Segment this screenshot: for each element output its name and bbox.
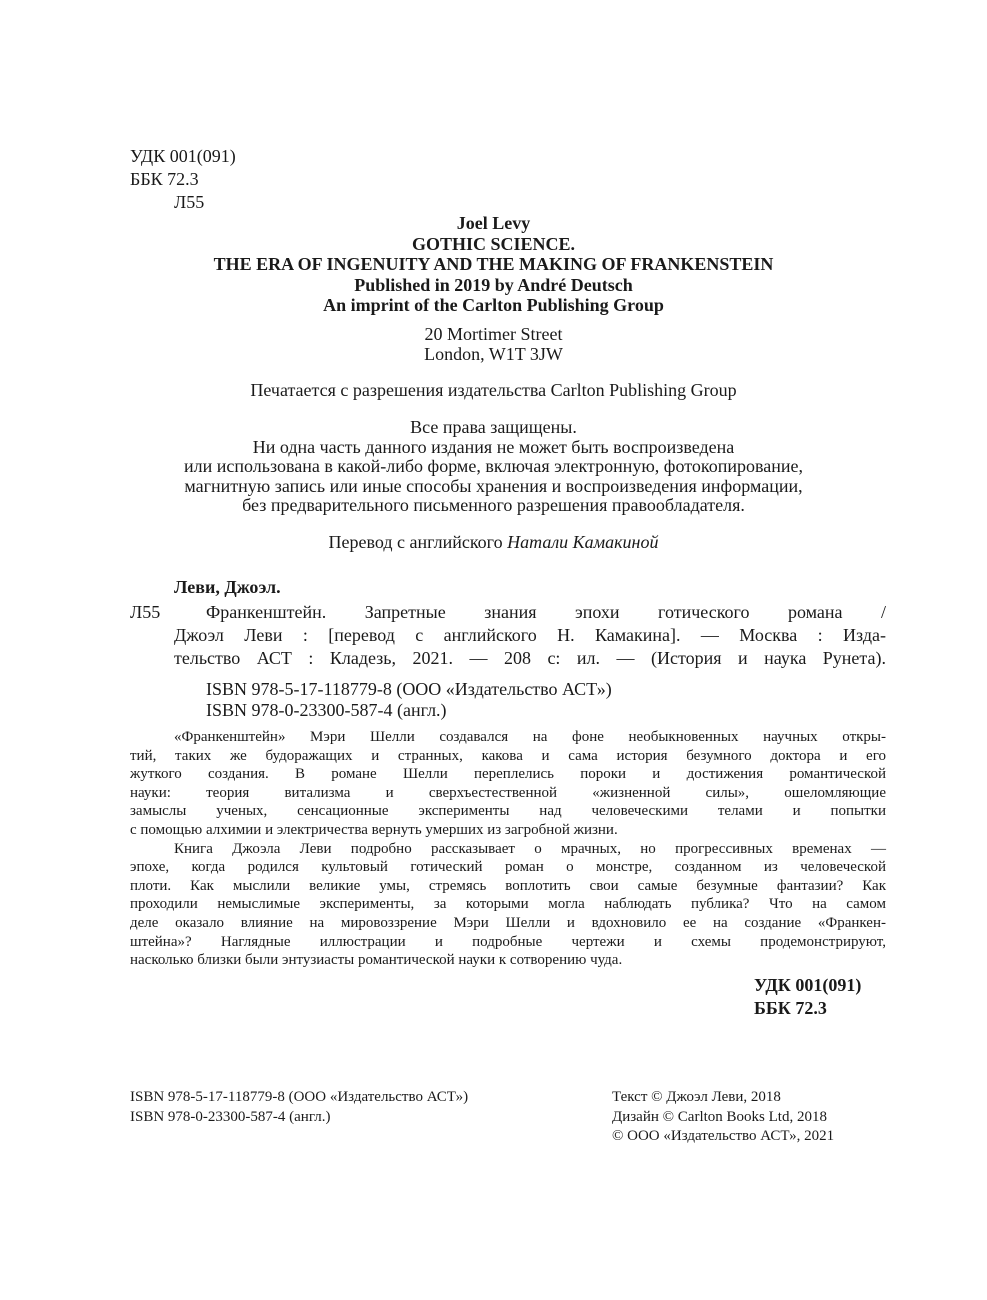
author-mark-top: Л55 bbox=[174, 192, 205, 212]
rights-line: без предварительного письменного разрешения правообладателя. bbox=[242, 495, 745, 515]
copyright-line: Текст © Джоэл Леви, 2018 bbox=[612, 1089, 781, 1105]
original-title: GOTHIC SCIENCE. bbox=[411, 233, 576, 254]
footer-isbn bbox=[130, 1088, 468, 1127]
catalog-isbn bbox=[206, 679, 612, 721]
translator-name: Натали Камакиной bbox=[507, 532, 659, 552]
catalog-entry-line: тельство АСТ : Кладезь, 2021. — 208 с: ил. — (История и наука Рунета). bbox=[174, 648, 886, 668]
udk-code-top: УДК 001(091) bbox=[130, 146, 236, 166]
annotation-line: штейна»? Наглядные иллюстрации и подробные чертежи и схемы продемонстрируют, bbox=[130, 933, 886, 950]
annotation-line: жуткого создания. В романе Шелли переплелись пороки и достижения романтической bbox=[130, 766, 886, 783]
rights-line: или использована в какой-либо форме, включая электронную, фотокопирование, bbox=[184, 456, 803, 476]
footer-copyright bbox=[612, 1088, 834, 1147]
annotation-line: с помощью алхимии и электричества вернуть умерших из загробной жизни. bbox=[130, 821, 618, 838]
original-author: Joel Levy bbox=[456, 213, 531, 233]
annotation-line: насколько близки были энтузиасты романтической науки к сотворению чуда. bbox=[130, 952, 623, 969]
annotation-line: плоти. Как мыслили великие умы, стремясь воплотить свои самые безумные фантазии? Как bbox=[130, 877, 886, 894]
translation-credit bbox=[0, 532, 987, 552]
rights-line: Все права защищены. bbox=[410, 417, 577, 437]
annotation-line: эпохе, когда родился культовый готический роман о монстре, созданном из человеческой bbox=[130, 859, 886, 876]
bbk-code-bottom: ББК 72.3 bbox=[754, 998, 827, 1018]
footer-isbn-line: ISBN 978-0-23300-587-4 (англ.) bbox=[130, 1108, 331, 1125]
original-publisher: Published in 2019 by André Deutsch bbox=[354, 274, 633, 295]
publisher-address bbox=[0, 324, 987, 364]
udk-code-bottom: УДК 001(091) bbox=[754, 975, 862, 995]
annotation-line: деле оказало влияние на мировоззрение Мэри Шелли и вдохновило ее на создание «Франкен- bbox=[130, 914, 886, 931]
copyright-line: Дизайн © Carlton Books Ltd, 2018 bbox=[612, 1108, 827, 1125]
annotation bbox=[130, 728, 886, 970]
annotation-line: Книга Джоэла Леви подробно рассказывает о мрачных, но прогрессивных временах — bbox=[174, 840, 886, 857]
catalog-entry-line: Франкенштейн. Запретные знания эпохи готического романа / bbox=[206, 602, 886, 622]
permission-note: Печатается с разрешения издательства Carlton Publishing Group bbox=[250, 380, 737, 400]
original-subtitle: THE ERA OF INGENUITY AND THE MAKING OF FRANKENSTEIN bbox=[213, 254, 774, 274]
rights-line: Ни одна часть данного издания не может быть воспроизведена bbox=[252, 436, 735, 457]
catalog-author-heading: Леви, Джоэл. bbox=[174, 577, 281, 597]
bbk-code-top: ББК 72.3 bbox=[130, 169, 199, 189]
catalog-isbn-line: ISBN 978-5-17-118779-8 (ООО «Издательство АСТ») bbox=[206, 679, 612, 699]
catalog-isbn-line: ISBN 978-0-23300-587-4 (англ.) bbox=[206, 700, 447, 720]
annotation-line: замыслы ученых, сенсационные эксперименты над человеческими телами и попытки bbox=[130, 803, 886, 820]
address-street: 20 Mortimer Street bbox=[424, 324, 563, 344]
footer-isbn-line: ISBN 978-5-17-118779-8 (ООО «Издательство АСТ») bbox=[130, 1089, 469, 1105]
copyright-line: © ООО «Издательство АСТ», 2021 bbox=[612, 1128, 835, 1144]
catalog-mark: Л55 bbox=[130, 602, 161, 622]
translation-prefix: Перевод с английского bbox=[328, 532, 503, 552]
original-title-block bbox=[0, 213, 987, 316]
rights-line: магнитную запись или иные способы хранения и воспроизведения информации, bbox=[184, 475, 803, 496]
annotation-line: науки: теория витализма и сверхъестественной «жизненной силы», ошеломляющие bbox=[130, 784, 886, 801]
original-imprint: An imprint of the Carlton Publishing Group bbox=[323, 295, 664, 315]
annotation-line: «Франкенштейн» Мэри Шелли создавался на фоне необыкновенных научных откры- bbox=[174, 729, 886, 745]
catalog-entry-line: Джоэл Леви : [перевод с английского Н. Камакина]. — Москва : Изда- bbox=[174, 625, 886, 645]
rights-notice bbox=[0, 418, 987, 516]
address-city: London, W1T 3JW bbox=[424, 344, 563, 364]
annotation-line: проходили немыслимые эксперименты, за которыми могла наблюдать публика? Что на самом bbox=[130, 896, 886, 913]
annotation-line: тий, таких же будоражащих и странных, какова и сама история безумного доктора и его bbox=[130, 747, 886, 764]
